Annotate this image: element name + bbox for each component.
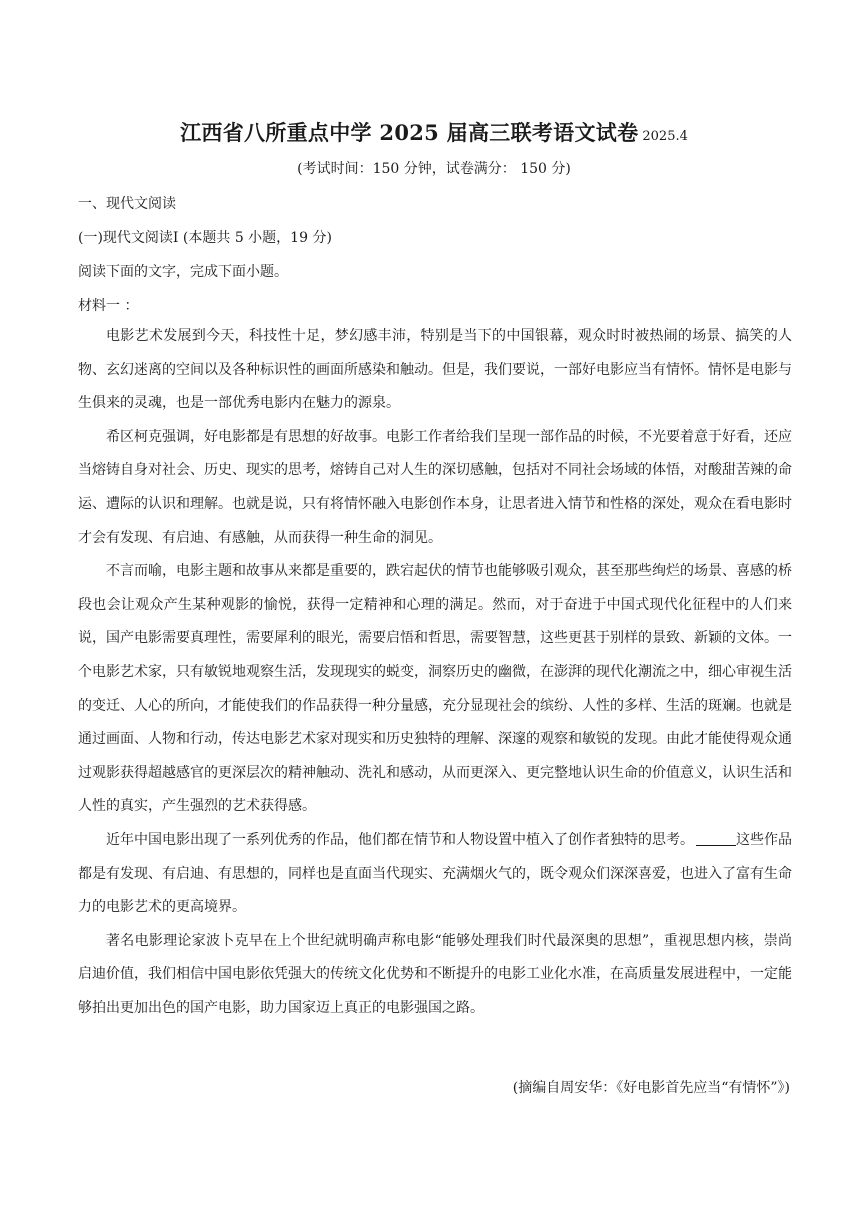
- material-label: 材料一 ：: [78, 298, 139, 314]
- exam-date: 2025.4: [642, 129, 688, 144]
- paragraph-1: 电影艺术发展到今天，科技性十足，梦幻感丰沛，特别是当下的中国银幕，观众时时被热闹的场景、搞笑的人物、玄幻迷离的空间以及各种标识性的画面所感染和触动。但是，我们要说，一部好电影应当有情怀。情怀是电影与生俱来的灵魂，也是一部优秀电影内在魅力的源泉。: [78, 328, 792, 412]
- paragraph-2: 希区柯克强调，好电影都是有思想的好故事。电影工作者给我们呈现一部作品的时候，不光要着意于好看，还应当熔铸自身对社会、历史、现实的思考，熔铸自己对人生的深切感触，包括对不同社会场域的体悟，对酸甜苦辣的命运、遭际的认识和理解。也就是说，只有将情怀融入电影创作本身，让思者进入情节和性格的深处，观众在看电影时才会有发现、有启迪、有感触，从而获得一种生命的洞见。: [78, 428, 792, 546]
- answer-blank[interactable]: [696, 831, 736, 846]
- section-subheading: (一)现代文阅读I (本题共 5 小题，19 分): [78, 230, 332, 246]
- paragraph-4-after-blank: 这些作品都是有发现、有启迪、有思想的，同样也是直面当代现实、充满烟火气的，既令观众们深深喜爱，也进入了富有生命力的电影艺术的更高境界。: [78, 831, 792, 916]
- paragraph-3: 不言而喻，电影主题和故事从来都是重要的，跌宕起伏的情节也能够吸引观众，甚至那些绚烂的场景、喜感的桥段也会让观众产生某种观影的愉悦，获得一定精神和心理的满足。然而，对于奋进于中国式现代化征程中的人们来说，国产电影需要真理性，需要犀利的眼光，需要启悟和哲思，需要智慧，这些更甚于别样的景致、新颖的文体。一个电影艺术家，只有敏锐地观察生活，发现现实的蜕变，洞察历史的幽微，在澎湃的现代化潮流之中，细心审视生活的变迁、人心的所向，才能使我们的作品获得一种分量感，充分显现社会的缤纷、人性的多样、生活的斑斓。也就是通过画面、人物和行动，传达电影艺术家对现实和历史独特的理解、深邃的观察和敏锐的发现。由此才能使得观众通过观影获得超越感官的更深层次的精神触动、洗礼和感动，从而更深入、更完整地认识生命的价值意义，认识生活和人性的真实，产生强烈的艺术获得感。: [78, 563, 792, 815]
- paragraph-4-before-blank: 近年中国电影出现了一系列优秀的作品，他们都在情节和人物设置中植入了创作者独特的思考。: [106, 831, 694, 848]
- paragraph-5: 著名电影理论家波卜克早在上个世纪就明确声称电影“能够处理我们时代最深奥的思想”，重视思想内核，崇尚启迪价值，我们相信中国电影依凭强大的传统文化优势和不断提升的电影工业化水准，在高质量发展进程中，一定能够拍出更加出色的国产电影，助力国家迈上真正的电影强国之路。: [78, 932, 792, 1016]
- title-line: [0, 117, 868, 147]
- section-heading: 一、现代文阅读: [78, 196, 176, 212]
- article-body: [78, 320, 792, 1025]
- reading-instruction: 阅读下面的文字，完成下面小题。: [78, 264, 288, 280]
- exam-title: 江西省八所重点中学 2025 届高三联考语文试卷: [180, 120, 639, 145]
- exam-info: (考试时间：150 分钟，试卷满分： 150 分): [297, 161, 571, 177]
- paragraph-4: [78, 824, 792, 925]
- source-citation: (摘编自周安华：《好电影首先应当“有情怀”》): [512, 1080, 790, 1096]
